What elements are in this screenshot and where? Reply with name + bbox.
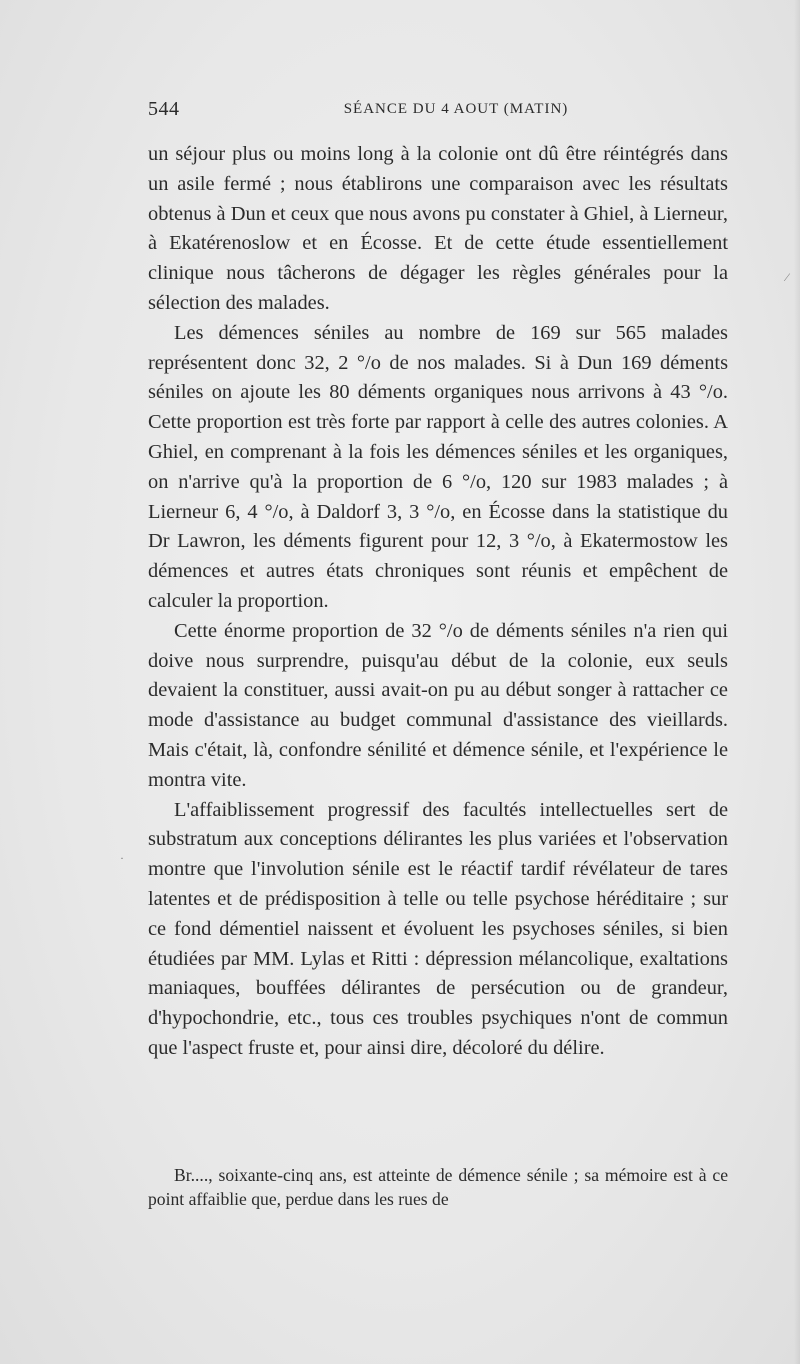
case-observation: Br...., soixante-cinq ans, est atteinte de démence sénile ; sa mémoire est à ce point affaiblie que, perdue dans les rues de <box>148 1164 728 1209</box>
running-head-title: SÉANCE DU 4 AOUT (MATIN) <box>343 101 569 117</box>
body-text <box>148 140 728 1064</box>
paragraph-proportion-commentary: Cette énorme proportion de 32 °/o de déments séniles n'a rien qui doive nous surprendre, puisqu'au début de la colonie, eux seuls devaient la constituer, aussi avait-on pu au début songer à rattacher ce mode d'assistance au budget communal d'assistance des vieillards. Mais c'était, là, confondre sénilité et démence sénile, et l'expérience le montra vite. <box>148 619 728 791</box>
margin-mark-right: ⁄ <box>786 270 789 284</box>
running-head <box>148 98 728 124</box>
paragraph-intellectual-decline: L'affaiblissement progressif des facultés intellectuelles sert de substratum aux conceptions délirantes les plus variées et l'observation montre que l'involution sénile est le réactif tardif révélateur de tares latentes et de prédisposition à telle ou telle psychose héréditaire ; sur ce fond démentiel naissent et évoluent les psychoses séniles, si bien étudiées par MM. Lylas et Ritti : dépression mélancolique, exaltations maniaques, bouffées délirantes de persécution ou de grandeur, d'hypochondrie, etc., tous ces troubles psychiques n'ont de commun que l'aspect fruste et, pour ainsi dire, décoloré du délire. <box>148 798 728 1059</box>
margin-mark-left: · <box>120 851 124 865</box>
page-number: 544 <box>148 98 180 120</box>
page-edge-shadow <box>794 0 800 1364</box>
paragraph-continuation: un séjour plus ou moins long à la colonie ont dû être réintégrés dans un asile fermé ; nous établirons une comparaison avec les résultats obtenus à Dun et ceux que nous avons pu constater à Ghiel, à Lierneur, à Ekatérenoslow et en Écosse. Et de cette étude essentiellement clinique nous tâcherons de dégager les règles générales pour la sélection des malades. <box>148 143 728 314</box>
paragraph-senile-dementia-statistics: Les démences séniles au nombre de 169 sur 565 malades représentent donc 32, 2 °/o de nos malades. Si à Dun 169 déments séniles on ajoute les 80 déments organiques nous arrivons à 43 °/o. Cette proportion est très forte par rapport à celle des autres colonies. A Ghiel, en comprenant à la fois les démences séniles et les organiques, on n'arrive qu'à la proportion de 6 °/o, 120 sur 1983 malades ; à Lierneur 6, 4 °/o, à Daldorf 3, 3 °/o, en Écosse dans la statistique du Dr Lawron, les déments figurent pour 12, 3 °/o, à Ekatermostow les démences et autres états chroniques sont réunis et empêchent de calculer la proportion. <box>148 321 728 612</box>
